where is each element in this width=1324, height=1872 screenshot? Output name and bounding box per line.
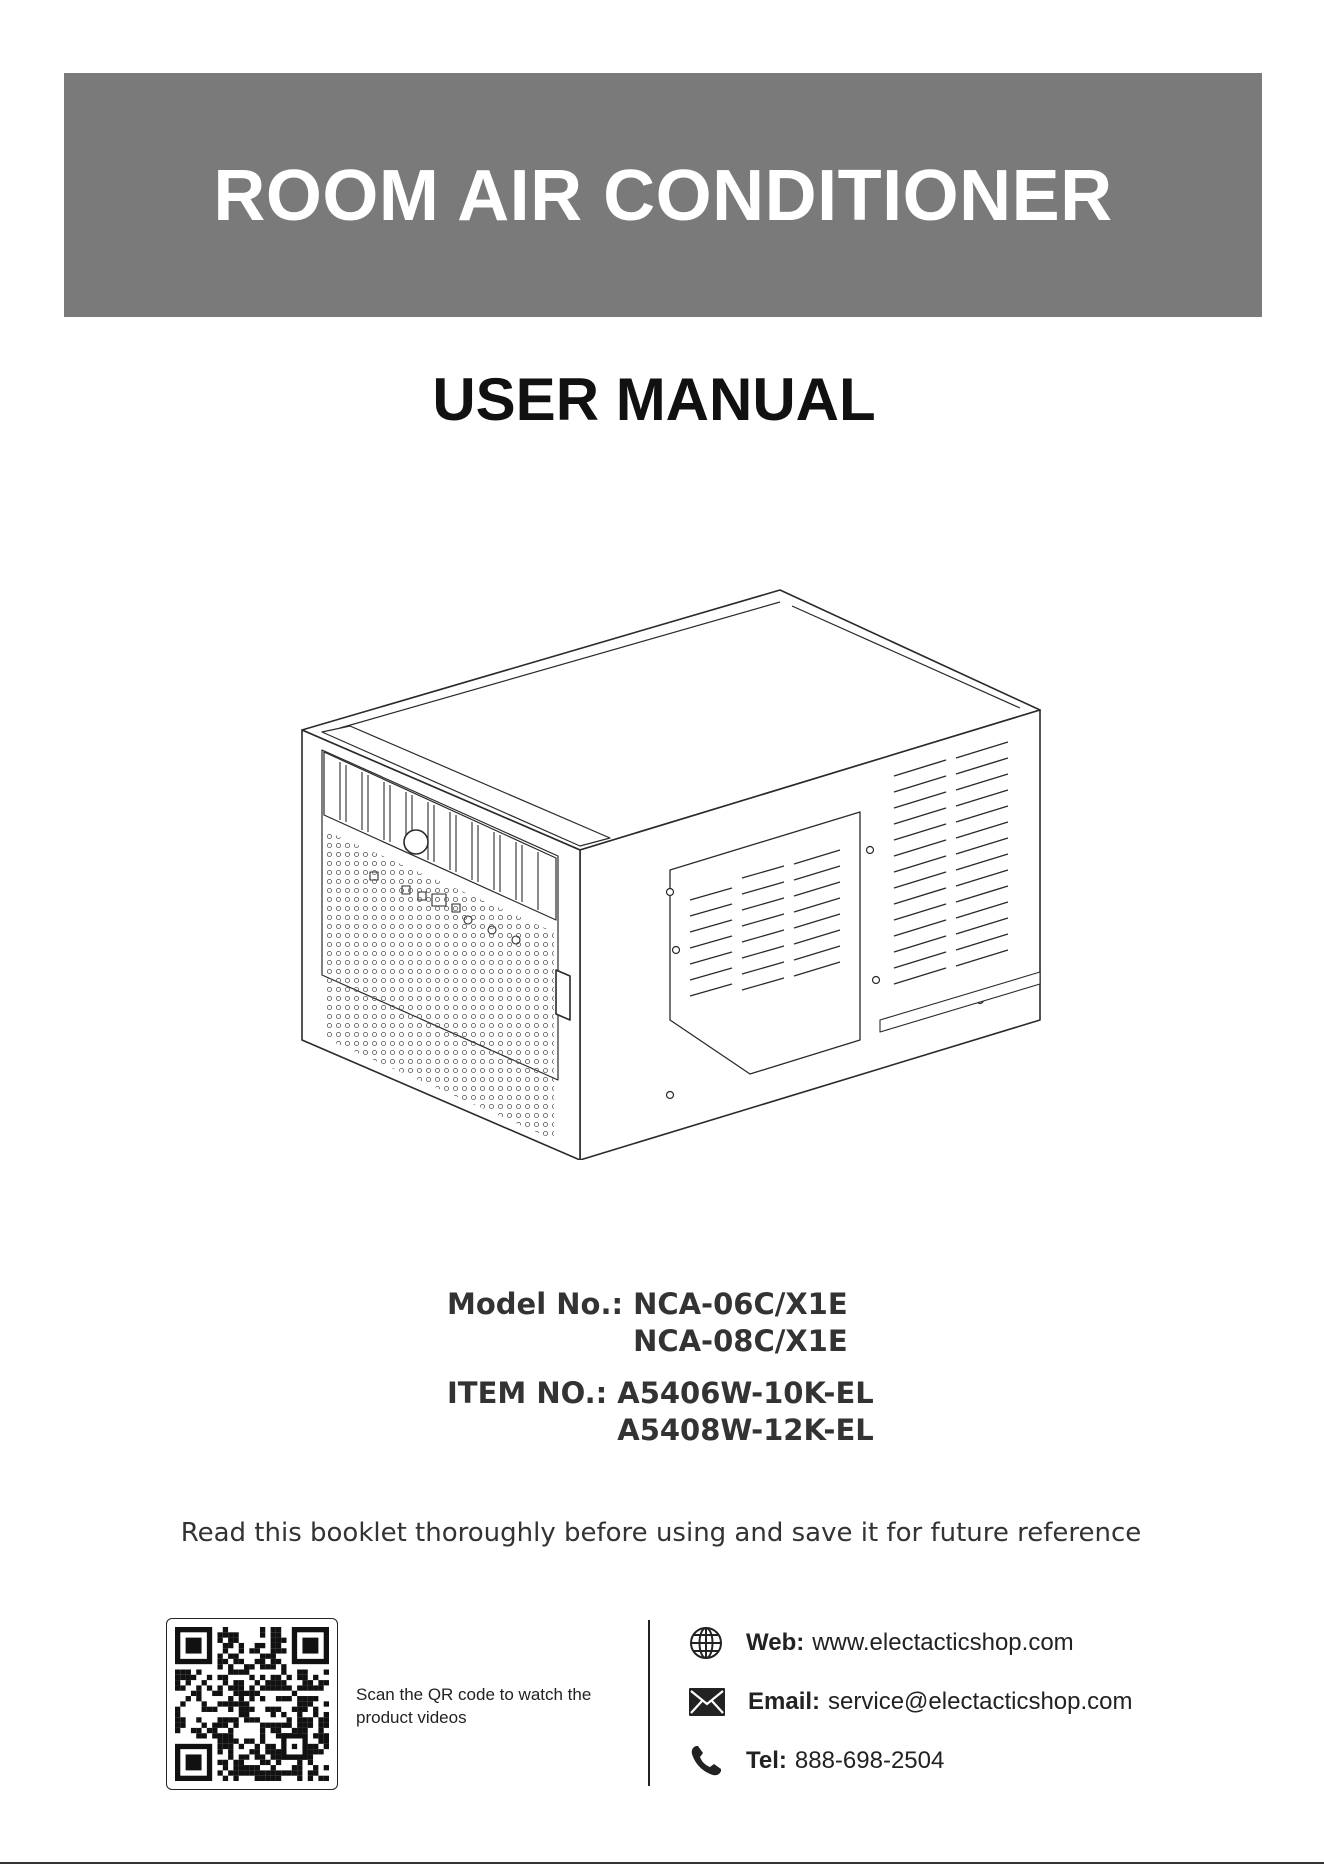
product-title: ROOM AIR CONDITIONER	[213, 156, 1113, 236]
model-number-value: NCA-06C/X1E	[633, 1287, 848, 1321]
item-number-row	[447, 1375, 874, 1449]
air-conditioner-illustration	[280, 580, 1050, 1160]
title-banner	[64, 73, 1262, 317]
email-label: Email:	[748, 1688, 821, 1715]
globe-icon	[688, 1625, 724, 1661]
item-number-value: A5408W-12K-EL	[617, 1413, 874, 1447]
item-number-label: ITEM NO.:	[447, 1376, 608, 1410]
page-bottom-rule	[0, 1862, 1324, 1864]
model-number-value: NCA-08C/X1E	[633, 1324, 848, 1358]
model-number-label: Model No.:	[447, 1287, 624, 1321]
email-link[interactable]: service@electacticshop.com	[828, 1688, 1133, 1715]
phone-icon	[688, 1743, 724, 1779]
web-label: Web:	[746, 1629, 805, 1656]
qr-code-image	[175, 1627, 329, 1781]
footer-divider	[648, 1620, 650, 1786]
item-number-value: A5406W-10K-EL	[617, 1376, 874, 1410]
qr-caption: Scan the QR code to watch the product videos	[356, 1685, 592, 1727]
contact-web	[688, 1625, 1248, 1661]
envelope-icon	[688, 1687, 726, 1717]
tel-link[interactable]: 888-698-2504	[794, 1747, 945, 1774]
qr-code[interactable]	[166, 1618, 338, 1790]
model-number-row	[447, 1286, 874, 1360]
manual-title: USER MANUAL	[432, 366, 876, 433]
tel-label: Tel:	[746, 1747, 787, 1774]
web-link[interactable]: www.electacticshop.com	[812, 1629, 1074, 1656]
reading-note: Read this booklet thoroughly before using and save it for future reference	[180, 1518, 1142, 1548]
contact-tel	[688, 1743, 1248, 1779]
contact-email	[688, 1687, 1248, 1717]
model-info	[447, 1286, 874, 1449]
